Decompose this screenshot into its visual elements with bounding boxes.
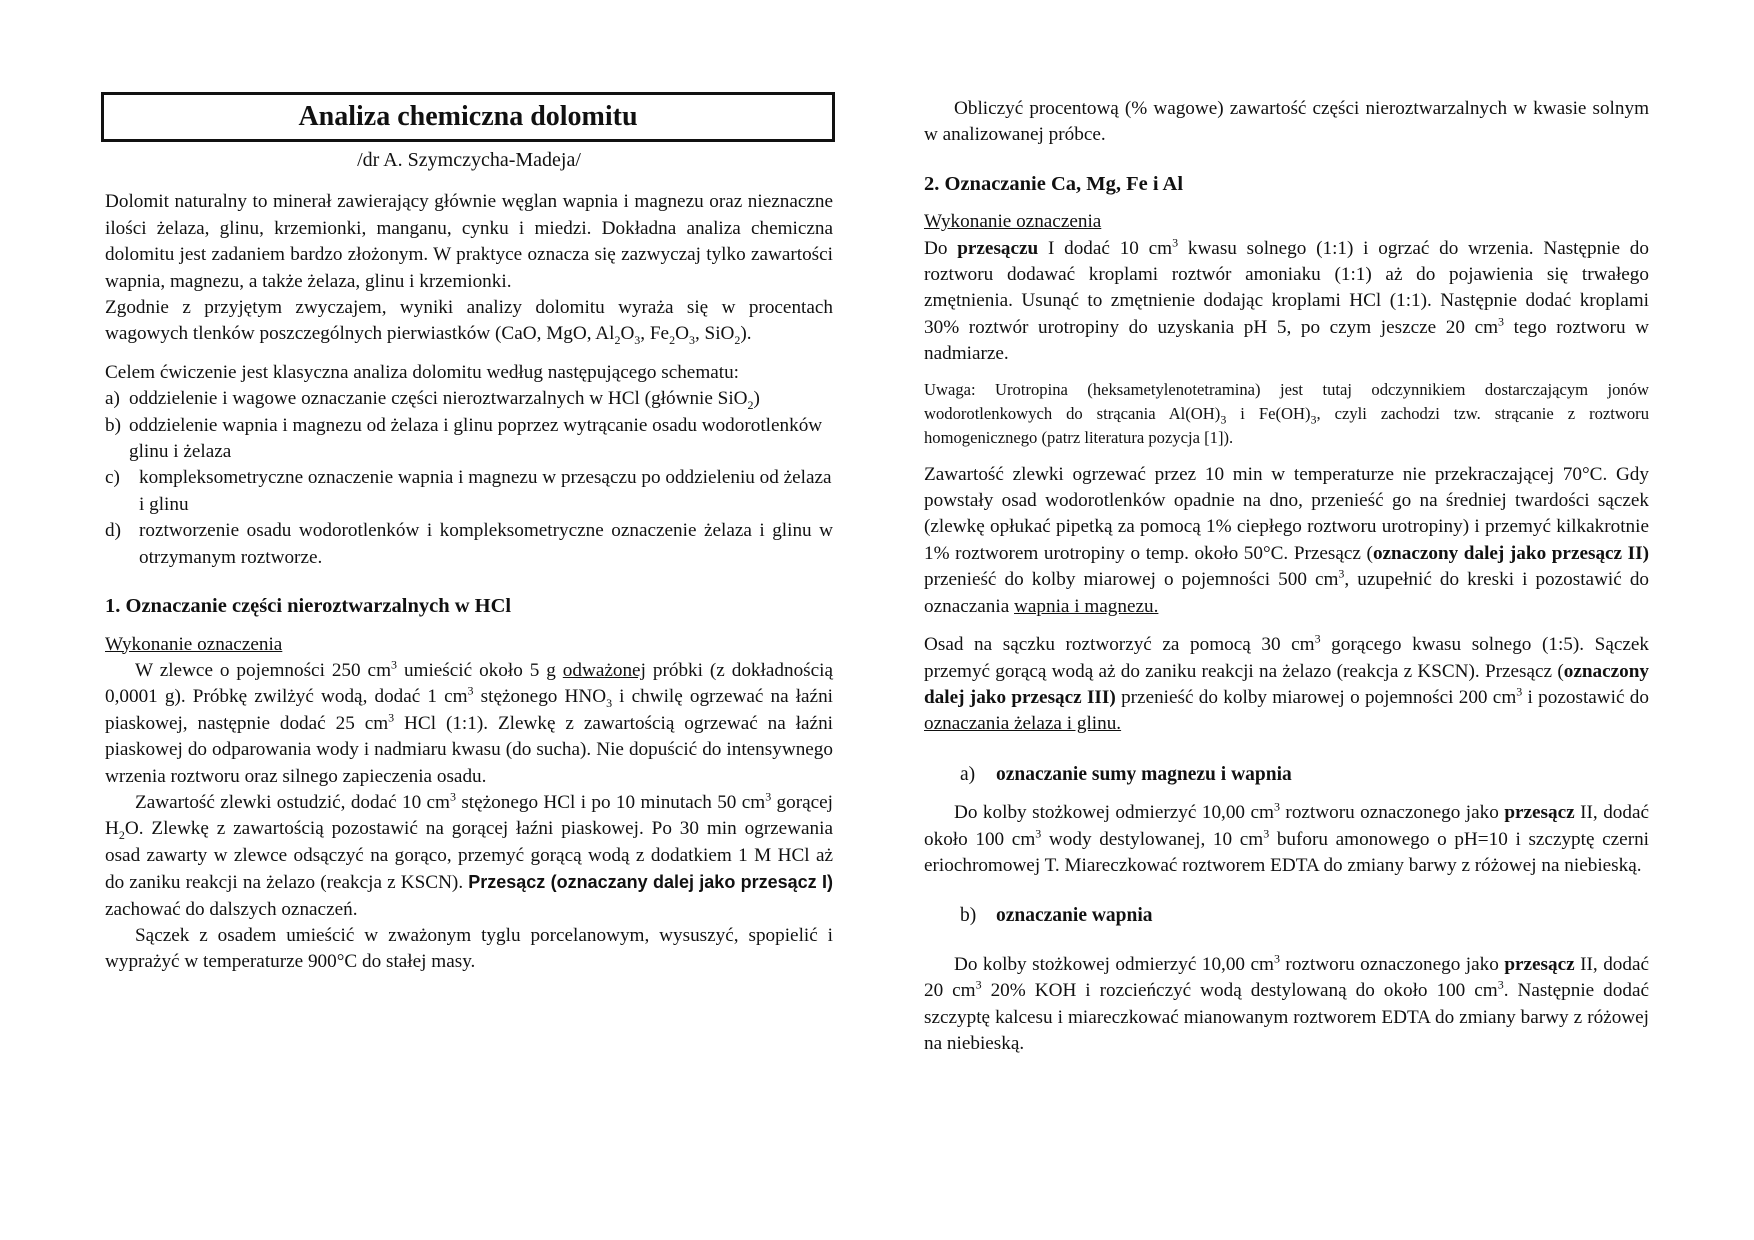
procedure-paragraph-2: Zawartość zlewki ogrzewać przez 10 min w temperaturze nie przekraczającej 70°C. Gdy powstały osad wodorotlenków opadnie na dno, przenieść go na średniej twardości sączek (zlewkę opłukać pipetką za pomocą 1% ciepłego roztworu urotropiny) i przemyć kilkakrotnie 1% roztworem urotropiny o temp. około 50°C. Przesącz (oznaczony dalej jako przesącz II) przenieść do kolby miarowej o pojemności 500 $cm^3$, uzupełnić do kreski i pozostawić do oznaczania wapnia i magnezu.: [924, 463, 1650, 617]
calculation-paragraph: Obliczyć procentową (% wagowe) zawartość części nieroztwarzalnych w kwasie solnym w analizowanej próbce.: [924, 98, 1649, 146]
section-1-heading: 1. Oznaczanie części nieroztwarzalnych w HCl: [105, 595, 512, 618]
subsection-b-heading: b) oznaczanie wapnia: [960, 905, 1153, 927]
title-text: Analiza chemiczna dolomitu: [298, 101, 638, 132]
list-item: d) roztworzenie osadu wodorotlenków i kompleksometryczne oznaczenie żelaza i glinu w otrzymanym roztworze.: [105, 520, 833, 568]
procedure-paragraph-4: Do kolby stożkowej odmierzyć 10,00 $cm^3$ roztworu oznaczonego jako przesącz II, dodać około 100 $cm^3$ wody destylowanej, 10 $cm^3$ buforu amonowego o pH=10 i szczyptę czerni eriochromowej T. Miareczkować roztworem EDTA do zmiany barwy z różowej na niebieską.: [924, 799, 1650, 876]
procedure-label: Wykonanie oznaczenia: [105, 633, 283, 655]
procedure-paragraph-2: Zawartość zlewki ostudzić, dodać 10 $cm^3$ stężonego HCl i po 10 minutach 50 $cm^3$ gorącej $H_2O$. Zlewkę z zawartością pozostawić na gorącej łaźni piaskowej. Po 30 min ogrzewania osad zawarty w zlewce odsączyć na gorąco, przemyć gorącą wodą z dodatkiem 1 M HCl aż do zaniku reakcji na żelazo (reakcja z KSCN). Przesącz (oznaczany dalej jako przesącz I) zachować do dalszych oznaczeń.: [105, 789, 834, 920]
list-item: a) oddzielenie i wagowe oznaczanie części nieroztwarzalnych w HCl (głównie SiO$_2$): [105, 388, 760, 413]
right-column: [924, 96, 1649, 1057]
section-2-heading: 2. Oznaczanie Ca, Mg, Fe i Al: [924, 172, 1184, 195]
aim-paragraph: Celem ćwiczenie jest klasyczna analiza dolomitu według następującego schematu:: [105, 361, 740, 383]
intro-paragraph: Dolomit naturalny to minerał zawierający głównie węglan wapnia i magnezu oraz nieznaczne ilości żelaza, glinu, krzemionki, manganu, cynku i miedzi. Dokładna analiza chemiczna dolomitu jest zadaniem bardzo złożonym. W praktyce oznacza się zazwyczaj tylko zawartości wapnia, magnezu, a także żelaza, glinu i krzemionki.: [105, 191, 833, 292]
list-item: b) oddzielenie wapnia i magnezu od żelaza i glinu poprzez wytrącanie osadu wodorotlenków glinu i żelaza: [105, 414, 823, 463]
list-item: c) kompleksometryczne oznaczenie wapnia i magnezu w przesączu po oddzieleniu od żelaza i glinu: [105, 467, 832, 515]
procedure-paragraph-3: Sączek z osadem umieścić w zważonym tyglu porcelanowym, wysuszyć, spopielić i wyprażyć w temperaturze 900°C do stałej masy.: [105, 924, 833, 973]
procedure-paragraph-1: W zlewce o pojemności 250 $cm^3$ umieścić około 5 g odważonej próbki (z dokładnością 0,0001 g). Próbkę zwilżyć wodą, dodać 1 $cm^3$ stężonego $HNO_3$ i chwilę ogrzewać na łaźni piaskowej, następnie dodać 25 $cm^3$ HCl (1:1). Zlewkę z zawartością ogrzewać na łaźni piaskowej do odparowania wody i nadmiaru kwasu (do sucha). Nie dopuścić do intensywnego wrzenia roztworu oraz silnego zapieczenia osadu.: [105, 657, 833, 787]
document-title: [101, 92, 835, 142]
left-column: [105, 92, 833, 976]
author-line: /dr A. Szymczycha-Madeja/: [357, 149, 581, 171]
procedure-paragraph-3: Osad na sączku roztworzyć za pomocą 30 $cm^3$ gorącego kwasu solnego (1:5). Sączek przemyć gorącą wodą aż do zaniku reakcji na żelazo (reakcja z KSCN). Przesącz (oznaczony dalej jako przesącz III) przenieść do kolby miarowej o pojemności 200 $cm^3$ i pozostawić do oznaczania żelaza i glinu.: [924, 631, 1649, 735]
intro-paragraph-2: Zgodnie z przyjętym zwyczajem, wyniki analizy dolomitu wyraża się w procentach wagowych tlenków poszczególnych pierwiastków (CaO, MgO, $Al_2O_3$, $Fe_2O_3$, SiO$_2$).: [105, 297, 833, 348]
subsection-a-heading: a) oznaczanie sumy magnezu i wapnia: [960, 763, 1292, 785]
procedure-label: Wykonanie oznaczenia: [924, 211, 1102, 233]
note-paragraph: Uwaga: Urotropina (heksametylenotetramina) jest tutaj odczynnikiem dostarczającym jonów wodorotlenkowych do strącania $Al(OH)_3$ i $Fe(OH)_3$, czyli zachodzi tzw. strącanie z roztworu homogenicznego (patrz literatura pozycja [1]).: [924, 379, 1649, 447]
procedure-paragraph-1: Do przesączu I dodać 10 $cm^3$ kwasu solnego (1:1) i ogrzać do wrzenia. Następnie do roztworu dodawać kroplami roztwór amoniaku (1:1) aż do pojawienia się trwałego zmętnienia. Usunąć to zmętnienie dodając kroplami HCl (1:1). Następnie dodać kroplami 30% roztwór urotropiny do uzyskania pH 5, po czym jeszcze 20 $cm^3$ tego roztworu w nadmiarze.: [924, 235, 1650, 365]
procedure-paragraph-5: Do kolby stożkowej odmierzyć 10,00 $cm^3$ roztworu oznaczonego jako przesącz II, dodać 20 $cm^3$ 20% KOH i rozcieńczyć wodą destylowaną do około 100 $cm^3$. Następnie dodać szczyptę kalcesu i miareczkować mianowanym roztworem EDTA do zmiany barwy z różowej na niebieską.: [924, 951, 1650, 1054]
